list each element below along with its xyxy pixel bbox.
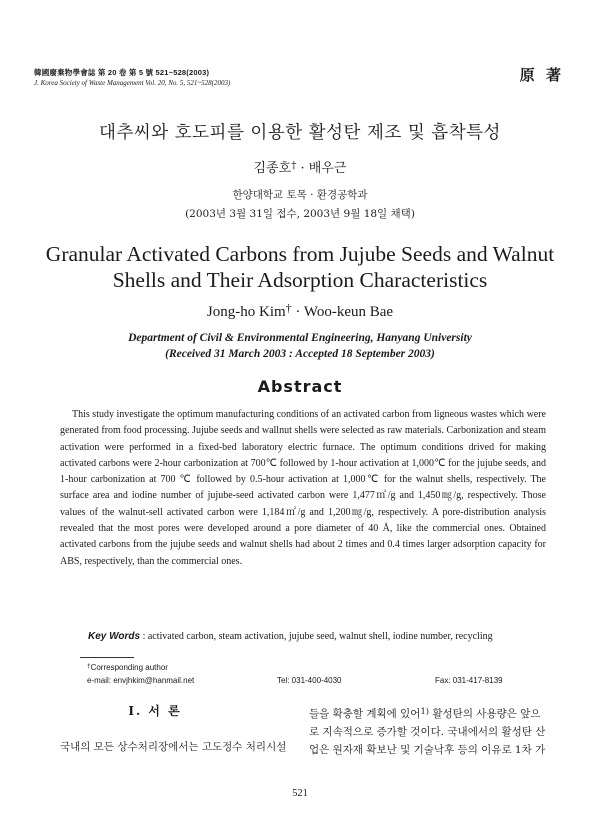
english-affiliation-block <box>0 330 600 362</box>
corresponding-dagger: † <box>291 159 297 172</box>
corresponding-label: Corresponding author <box>90 663 168 673</box>
korean-author-2: 배우근 <box>308 161 347 176</box>
footnote-tel: Tel: 031-400-4030 <box>277 676 342 685</box>
english-title-line-2: Shells and Their Adsorption Characteristics <box>112 268 488 292</box>
article-category: 原 著 <box>519 66 564 84</box>
footnote-fax: Fax: 031-417-8139 <box>435 676 503 685</box>
corresponding-dagger: † <box>285 301 292 315</box>
english-authors <box>0 301 600 321</box>
page-number: 521 <box>292 788 308 799</box>
footnote-divider <box>80 657 134 658</box>
keywords <box>88 631 548 642</box>
body-column-left: 국내의 모든 상수처리장에서는 고도정수 처리시설 <box>60 741 287 753</box>
keywords-label: Key Words <box>88 631 141 642</box>
author-separator: · <box>296 161 309 176</box>
english-dates: (Received 31 March 2003 : Accepted 18 September 2003) <box>165 348 435 360</box>
body-line: 업은 원자재 확보난 및 기술낙후 등의 이유로 1차 가 <box>309 743 546 756</box>
body-line: 들을 확충할 계획에 있어$^{1)}$ 활성탄의 사용량은 앞으 <box>309 706 541 720</box>
english-title <box>0 241 600 293</box>
english-author-2: Woo-keun Bae <box>303 304 394 321</box>
reference-marker: 1) <box>420 706 430 716</box>
journal-citation-english: J. Korea Society of Waste Management Vol. 20, No. 5, 521~528(2003) <box>34 79 231 87</box>
abstract-text: This study investigate the optimum manufacturing conditions of an activated carbon from ligneous wastes which were generated from food processing. Jujube seeds and wallnut shells were selected as raw materials. Carbonization and steam activation were performed in a fixed-bed laboratory electric furnace. The optimum conditions drived for making activated carbons were 2-hour carbonization at 700℃ followed by 1-hour activation at 1,000℃ for the jujube seeds, and 1-hour carbonization at 700 ℃ followed by 0.5-hour activation at 1,000℃ for the walnut shells, respectively. The surface area and iodine number of jujube-seed activated carbon were 1,477㎡/g and 1,450㎎/g, respectively. Those values of the walnut-sell activated carbon were 1,184㎡/g and 1,200㎎/g, respectively. A pore-distribution analysis revealed that the most pores were developed around a pore diameter of 40 Å, like the commercial ones. Obtained activated carbons from the jujube seeds and walnut shells had about 2 times and 0.4 times larger adsorption capacity for ABS, respectively, than the commercial ones. <box>60 409 546 567</box>
footnote-corresponding <box>87 663 168 672</box>
english-title-line-1: Granular Activated Carbons from Jujube Seeds and Walnut <box>45 242 555 266</box>
footnote-dagger: † <box>87 663 91 670</box>
korean-authors <box>0 157 600 176</box>
journal-citation-korean: 韓國廢棄物學會誌 第 20 卷 第 5 號 521~528(2003) <box>34 68 210 77</box>
section-heading-introduction: Ⅰ. 서 론 <box>128 704 182 718</box>
english-author-1: Jong-ho Kim <box>206 304 286 321</box>
korean-title: 대추씨와 호도피를 이용한 활성탄 제조 및 흡착특성 <box>99 123 501 143</box>
footnote-email: e-mail: envjhkim@hanmail.net <box>87 676 195 685</box>
korean-author-1: 김종호 <box>253 161 292 176</box>
korean-dates: (2003년 3월 31일 접수, 2003년 9월 18일 채택) <box>185 208 415 220</box>
body-column-right <box>309 702 561 759</box>
english-affiliation: Department of Civil & Environmental Engineering, Hanyang University <box>128 332 472 344</box>
keywords-list: : activated carbon, steam activation, jujube seed, walnut shell, iodine number, recycling <box>142 631 493 642</box>
body-line: 로 지속적으로 증가할 것이다. 국내에서의 활성탄 산 <box>309 725 546 738</box>
korean-affiliation: 한양대학교 토목 · 환경공학과 <box>232 189 368 201</box>
author-separator: · <box>291 304 304 321</box>
abstract-heading: Abstract <box>257 377 343 396</box>
